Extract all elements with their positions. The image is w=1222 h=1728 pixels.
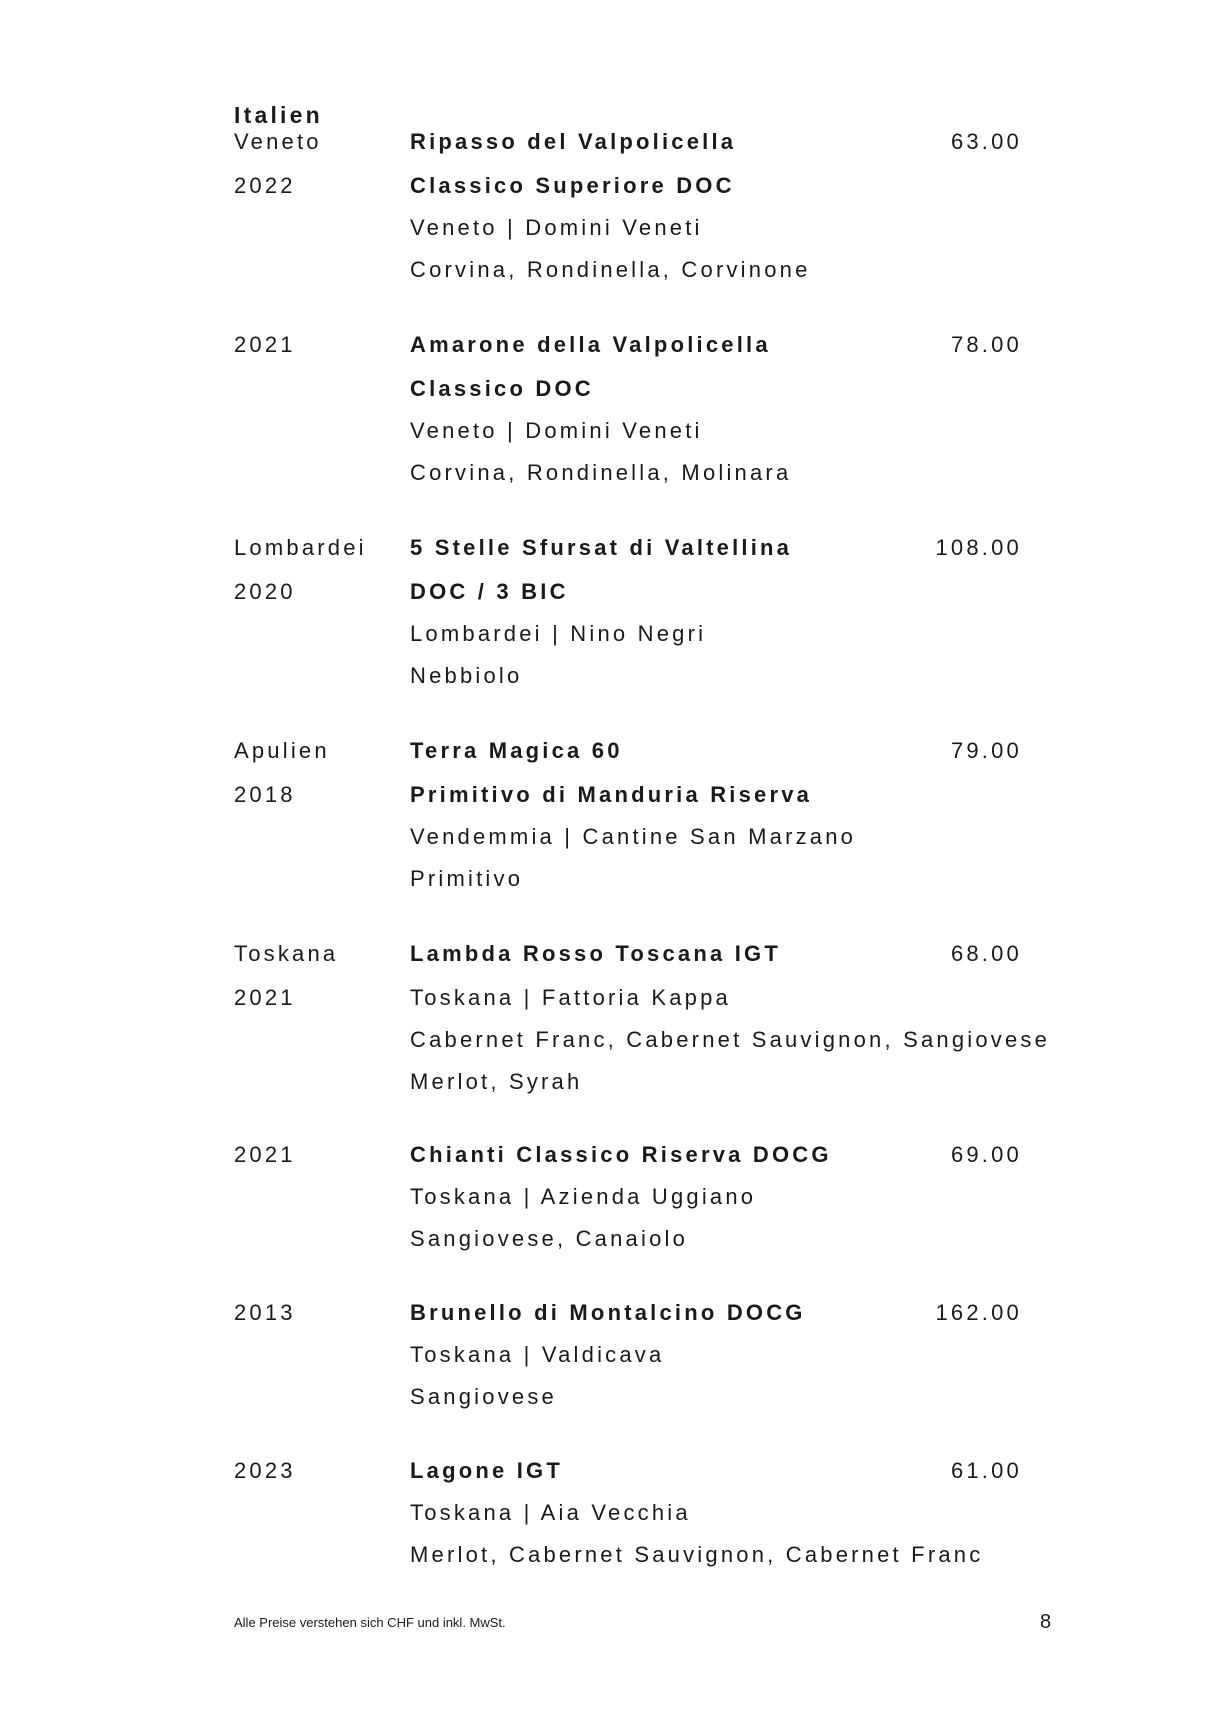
wine-origin: Veneto | Domini Veneti [410,215,703,240]
wine-name: 5 Stelle Sfursat di Valtellina [410,535,793,560]
wine-entry [0,1457,1222,1617]
wine-entry [0,128,1222,288]
wine-grapes: Merlot, Syrah [410,1069,583,1094]
wine-price: 108.00 [935,535,1022,560]
wine-grapes: Cabernet Franc, Cabernet Sauvignon, Sangiovese [410,1027,1051,1052]
wine-price: 61.00 [950,1458,1022,1483]
price-disclaimer: Alle Preise verstehen sich CHF und inkl. MwSt. [234,1615,506,1630]
wine-name: Lagone IGT [410,1458,563,1483]
vintage-label: 2020 [234,579,296,604]
wine-price: 63.00 [950,129,1022,154]
page-number: 8 [1040,1611,1052,1633]
wine-grapes: Sangiovese, Canaiolo [410,1226,689,1251]
wine-origin: Lombardei | Nino Negri [410,621,707,646]
wine-price: 162.00 [935,1300,1022,1325]
wine-origin: Veneto | Domini Veneti [410,418,703,443]
wine-price: 79.00 [950,738,1022,763]
wine-origin: Toskana | Azienda Uggiano [410,1184,757,1209]
wine-entry [0,940,1222,1100]
wine-name: Chianti Classico Riserva DOCG [410,1142,832,1167]
region-label: Apulien [234,738,330,763]
vintage-label: 2021 [234,985,296,1010]
wine-name: Ripasso del Valpolicella [410,129,737,154]
vintage-label: 2018 [234,782,296,807]
vintage-label: 2022 [234,173,296,198]
wine-price: 68.00 [950,941,1022,966]
wine-grapes: Merlot, Cabernet Sauvignon, Cabernet Franc [410,1542,984,1567]
wine-grapes: Primitivo [410,866,524,891]
wine-origin: Vendemmia | Cantine San Marzano [410,824,857,849]
vintage-label: 2023 [234,1458,296,1483]
wine-name: Classico Superiore DOC [410,173,735,198]
wine-name: Classico DOC [410,376,594,401]
wine-entry [0,1299,1222,1459]
wine-origin: Toskana | Fattoria Kappa [410,985,731,1010]
region-label: Lombardei [234,535,367,560]
wine-name: Terra Magica 60 [410,738,623,763]
wine-entry [0,534,1222,694]
wine-name: Amarone della Valpolicella [410,332,771,357]
country-heading: Italien [234,102,323,128]
vintage-label: 2013 [234,1300,296,1325]
wine-grapes: Corvina, Rondinella, Corvinone [410,257,811,282]
wine-grapes: Corvina, Rondinella, Molinara [410,460,792,485]
region-label: Toskana [234,941,339,966]
vintage-label: 2021 [234,1142,296,1167]
wine-entry [0,331,1222,491]
wine-origin: Toskana | Valdicava [410,1342,665,1367]
wine-price: 69.00 [950,1142,1022,1167]
wine-name: DOC / 3 BIC [410,579,569,604]
wine-entry [0,1141,1222,1301]
wine-price: 78.00 [950,332,1022,357]
wine-origin: Toskana | Aia Vecchia [410,1500,691,1525]
wine-name: Primitivo di Manduria Riserva [410,782,813,807]
region-label: Veneto [234,129,322,154]
wine-name: Brunello di Montalcino DOCG [410,1300,806,1325]
wine-grapes: Sangiovese [410,1384,557,1409]
wine-entry [0,737,1222,897]
wine-grapes: Nebbiolo [410,663,523,688]
wine-name: Lambda Rosso Toscana IGT [410,941,782,966]
vintage-label: 2021 [234,332,296,357]
